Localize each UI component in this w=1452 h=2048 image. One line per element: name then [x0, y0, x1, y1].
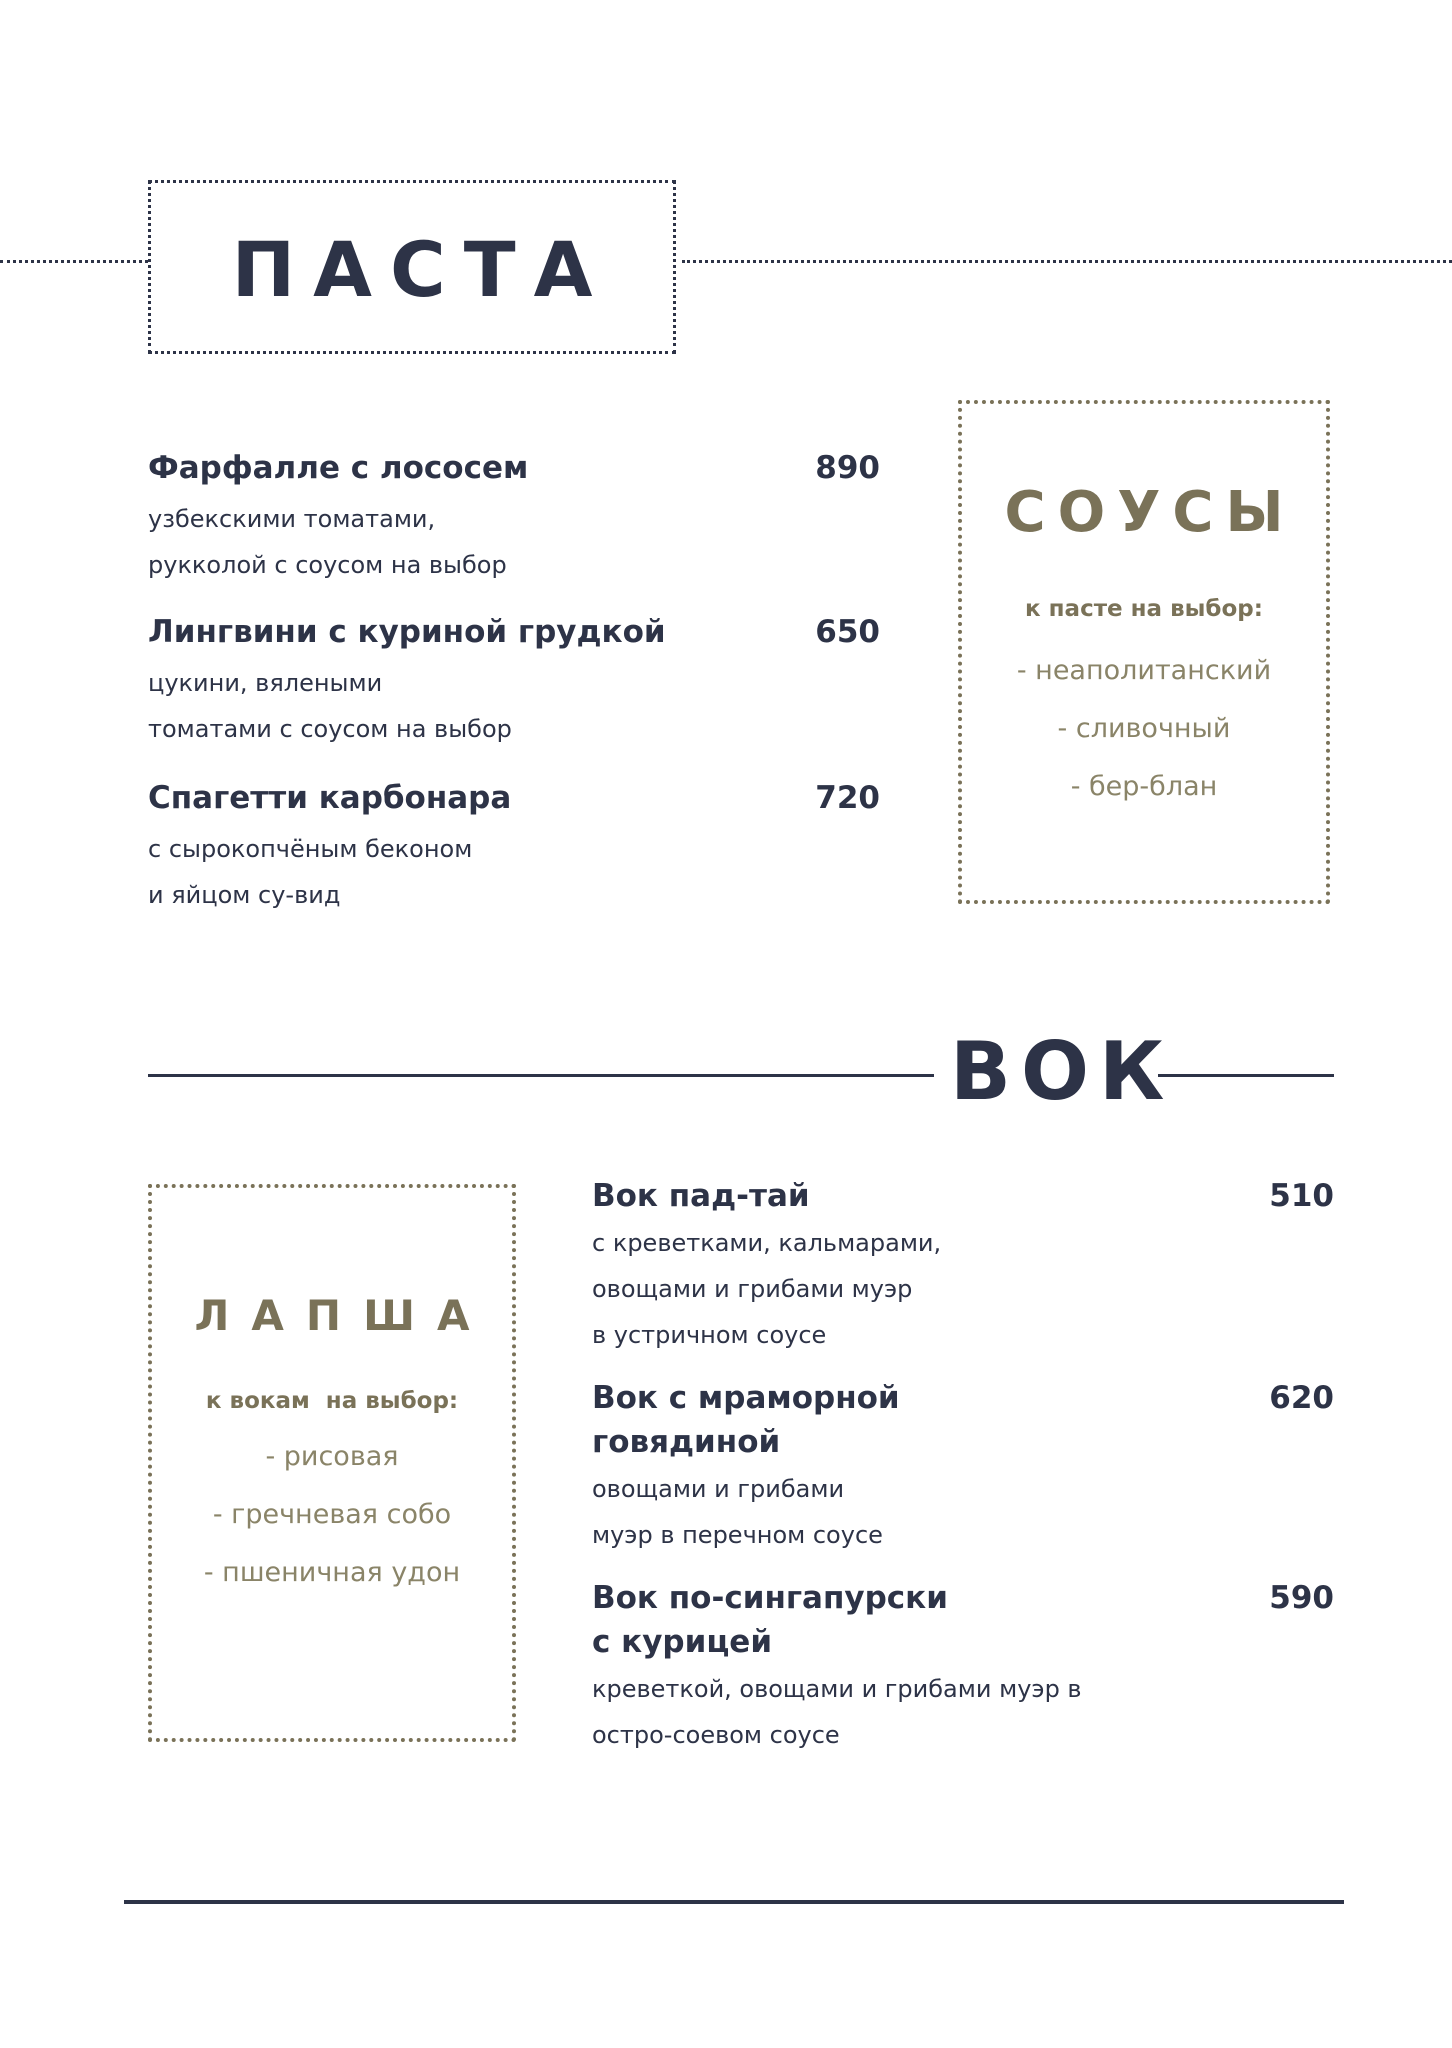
noodles-subtitle: к вокам на выбор: [205, 1388, 459, 1414]
noodles-box [148, 1184, 516, 1742]
dish-description: овощами и грибами [592, 1475, 845, 1503]
dish-description: креветкой, овощами и грибами муэр в [592, 1675, 1082, 1703]
footer-divider [124, 1900, 1344, 1904]
wok-divider-left [148, 1074, 934, 1077]
sauces-subtitle: к пасте на выбор: [1025, 596, 1263, 622]
noodle-option: - пшеничная удон [203, 1557, 461, 1588]
pasta-title-frame [148, 180, 676, 354]
sauces-title: СОУСЫ [1004, 480, 1296, 545]
sauce-option: - сливочный [1057, 713, 1231, 744]
dish-description: остро-соевом соусе [592, 1721, 840, 1749]
dish-name: Фарфалле с лососем [148, 450, 529, 486]
sauce-option: - бер-блан [1070, 771, 1218, 802]
dish-price: 650 [815, 614, 880, 650]
dish-name: Спагетти карбонара [148, 780, 512, 816]
dish-description: с сырокопчёным беконом [148, 835, 473, 863]
dish-price: 720 [815, 780, 880, 816]
dish-description: с креветками, кальмарами, [592, 1229, 942, 1257]
dish-description: в устричном соусе [592, 1321, 827, 1349]
dish-description: цукини, вялеными [148, 669, 383, 697]
dish-name: с курицей [592, 1624, 773, 1660]
dish-name: Вок по-сингапурски [592, 1580, 948, 1616]
dish-description: томатами с соусом на выбор [148, 715, 512, 743]
dish-name: Вок с мраморной [592, 1380, 900, 1416]
dish-price: 890 [815, 450, 880, 486]
sauce-option: - неаполитанский [1016, 655, 1272, 686]
wok-divider-right [1158, 1074, 1334, 1077]
wok-title: ВОК [950, 1025, 1175, 1118]
dish-name: Вок пад-тай [592, 1178, 810, 1214]
noodle-option: - гречневая собо [212, 1499, 452, 1530]
noodle-option: - рисовая [265, 1441, 399, 1472]
dish-description: и яйцом су-вид [148, 881, 341, 909]
dish-description: узбекскими томатами, [148, 505, 436, 533]
dish-name: говядиной [592, 1424, 781, 1460]
pasta-divider-right [682, 260, 1452, 263]
sauces-box [958, 400, 1330, 904]
dish-description: муэр в перечном соусе [592, 1521, 883, 1549]
dish-price: 590 [1269, 1580, 1334, 1616]
pasta-title: ПАСТА [231, 225, 611, 314]
dish-description: рукколой с соусом на выбор [148, 551, 507, 579]
dish-name: Лингвини с куриной грудкой [148, 614, 666, 650]
dish-price: 620 [1269, 1380, 1334, 1416]
dish-description: овощами и грибами муэр [592, 1275, 913, 1303]
noodles-title: ЛАПША [194, 1291, 492, 1340]
dish-price: 510 [1269, 1178, 1334, 1214]
pasta-divider-left [0, 260, 148, 263]
